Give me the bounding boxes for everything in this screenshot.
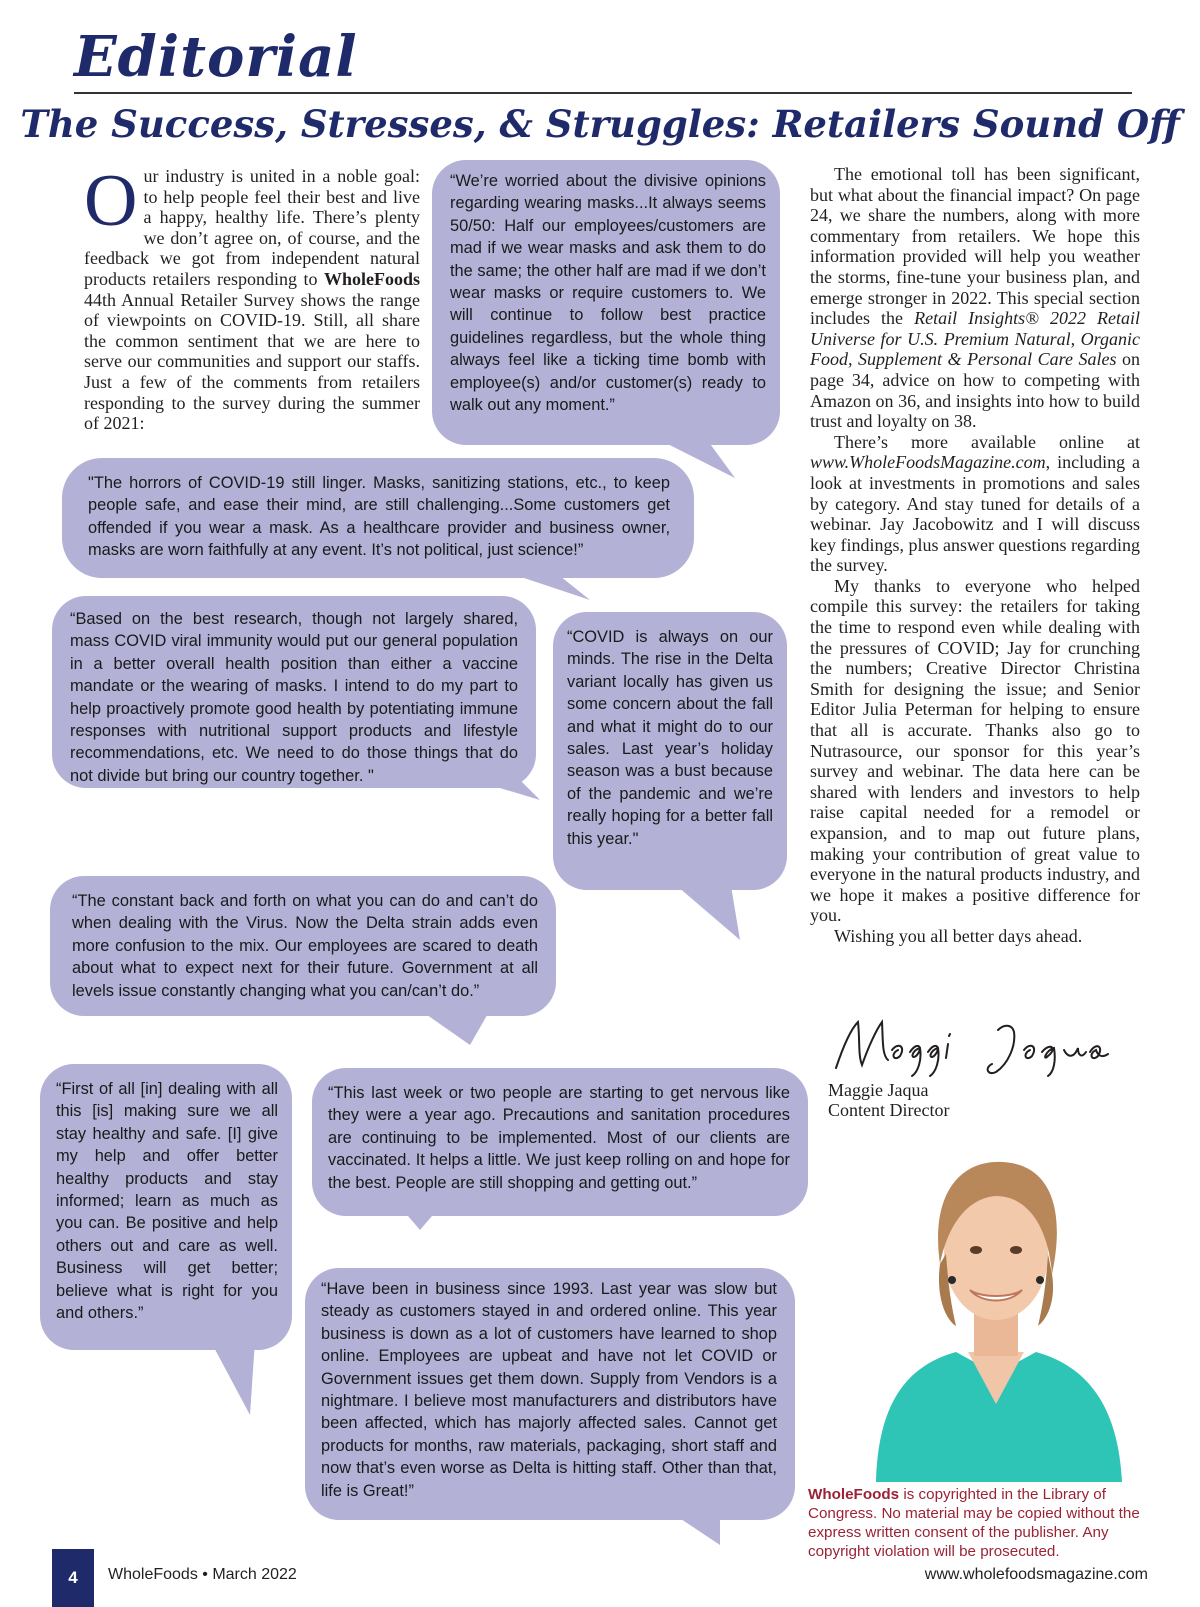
- quote-text: “Based on the best research, though not largely shared, mass COVID viral immunity would put our general population in a better overall health position than either a vaccine mandate or the wearing of masks. I intend to do my part to help proactively promote good health by potentiating immune responses with nutritional support products and lifestyle recommendations, etc. We need to do those things that do not divide but bring our country together. ": [70, 610, 518, 785]
- copyright-notice: [808, 1485, 1148, 1561]
- quote-text: "The horrors of COVID-19 still linger. Masks, sanitizing stations, etc., to keep people safe, and ease their mind, are still challenging...Some customers get offended if you wear a mask. As a healthcare provider and business owner, masks are worn faithfully at any event. It’s not political, just science!”: [88, 474, 670, 560]
- quote-bubble-back-and-forth: [50, 876, 556, 1016]
- quote-text: “Have been in business since 1993. Last year was slow but steady as customers stayed in and ordered online. This year business is down as a lot of customers have learned to shop online. Employees are upbeat and have not let COVID or Government issues get them down. Supply from Vendors is a nightmare. I believe most manufacturers and distributors have been affected, which has majorly affected sales. Cannot get products for months, raw materials, packaging, short staff and now that’s even worse as Delta is hitting staff. Other than that, life is Great!”: [321, 1280, 777, 1500]
- paragraph-closing: Wishing you all better days ahead.: [834, 925, 1083, 946]
- bubble-tail: [210, 1340, 255, 1415]
- quote-bubble-stay-healthy: [40, 1064, 292, 1350]
- text-span: There’s more available online at: [834, 431, 1140, 452]
- quote-text: “COVID is always on our minds. The rise in the Delta variant locally has given us some concern about the fall and what it might do to our sales. Last year’s holiday season was a bust because of the pandemic and we’re really hoping for a better fall this year.": [567, 628, 773, 848]
- paragraph-financial-impact: [810, 164, 1140, 432]
- quote-bubble-delta-variant: [553, 612, 787, 890]
- text-span: , including a look at investments in promotions and sales by category. And stay tuned for details of a webinar. Jay Jacobowitz and I will discuss key findings, plus answer questions regarding the survey.: [810, 452, 1140, 576]
- right-column-text: [810, 164, 1140, 947]
- intro-brand: WholeFoods: [323, 268, 420, 289]
- intro-text-1: ur industry is united in a noble goal: to help people feel their best and live a happy, healthy life. There’s plenty we don’t agree on, of course, and the feedback we got from independent natural products retailers responding to: [84, 166, 420, 289]
- intro-paragraph: [84, 160, 420, 434]
- quote-bubble-horrors: [62, 458, 694, 578]
- quote-bubble-masks-divisive: [432, 160, 780, 445]
- quote-bubble-nervous: [312, 1068, 808, 1216]
- quote-text: “We’re worried about the divisive opinions regarding wearing masks...It always seems 50/50: Half our employees/customers are mad if we wear masks and ask them to do the same; the other half are mad if we don’t wear masks or require customers to. We will continue to follow best practice guidelines regardless, but the whole thing always feel like a ticking time bomb with employee(s) and/or customer(s) ready to walk out any moment.”: [450, 172, 766, 415]
- paragraph-online: [810, 432, 1140, 576]
- issue-label: WholeFoods • March 2022: [108, 1566, 297, 1583]
- page-number: 4: [52, 1549, 94, 1607]
- section-title: Editorial: [74, 24, 358, 90]
- intro-text-2: 44th Annual Retailer Survey shows the range of viewpoints on COVID-19. Still, all share the common sentiment that we are here to serve our communities and support our staffs. Just a few of the comments from retailers responding to the survey during the summer of 2021:: [84, 289, 420, 434]
- copyright-text: is copyrighted in the Library of Congress. No material may be copied without the express written consent of the publisher. Any copyright violation will be prosecuted.: [808, 1486, 1140, 1560]
- author-photo: [856, 1104, 1136, 1482]
- text-span: on page 34, advice on how to competing with Amazon on 36, and insights into how to build trust and loyalty on 38.: [810, 349, 1140, 432]
- author-title: Content Director: [828, 1100, 950, 1120]
- report-title: Retail Insights® 2022 Retail Universe for U.S. Premium Natural, Organic Food, Supplement & Personal Care Sales: [810, 308, 1140, 370]
- signature-image: [828, 1010, 1128, 1080]
- quote-bubble-since-1993: [305, 1268, 795, 1520]
- quote-text: “This last week or two people are starting to get nervous like they were a year ago. Precautions and sanitation procedures are continuing to be implemented. Most of our clients are vaccinated. It helps a little. We just keep rolling on and hope for the best. People are still shopping and getting out.”: [328, 1084, 790, 1192]
- article-headline: The Success, Stresses, & Struggles: Retailers Sound Off: [20, 102, 1180, 146]
- drop-cap: O: [84, 160, 138, 242]
- author-name: Maggie Jaqua: [828, 1080, 929, 1100]
- website-url[interactable]: www.wholefoodsmagazine.com: [924, 1566, 1148, 1583]
- website-link[interactable]: www.WholeFoodsMagazine.com: [810, 452, 1046, 473]
- copyright-brand: WholeFoods: [808, 1486, 900, 1503]
- quote-bubble-immunity: [52, 596, 536, 788]
- paragraph-thanks: My thanks to everyone who helped compile this survey: the retailers for taking the time to respond even while dealing with the pressures of COVID; Jay for crunching the numbers; Creative Director Christina Smith for designing the issue; and Senior Editor Julia Peterman for helping to ensure that all is accurate. Thanks also go to Nutrasource, our sponsor for this year’s survey and webinar. The data here can be shared with lenders and investors to help raise capital needed for a remodel or expansion, and to map out future plans, making your contribution of great value to everyone in the natural products industry, and we hope it makes a positive difference for you.: [810, 575, 1140, 926]
- quote-text: “First of all [in] dealing with all this [is] making sure we all stay healthy and safe. [I] give my help and offer better healthy products and stay informed; learn as much as you can. Be positive and help others out and care as well. Business will get better; believe what is right for you and others.”: [56, 1080, 278, 1323]
- text-span: The emotional toll has been significant, but what about the financial impact? On page 24, we share the numbers, along with more commentary from retailers. We hope this information provided will help you weather the storms, fine-tune your business plan, and emerge stronger in 2022. This special section includes the: [810, 164, 1140, 329]
- quote-text: “The constant back and forth on what you can do and can’t do when dealing with the Virus. Now the Delta strain adds even more confusion to the mix. Our employees are scared to death about what to expect next for their future. Government at all levels issue constantly changing what you can/can’t do.”: [72, 892, 538, 1000]
